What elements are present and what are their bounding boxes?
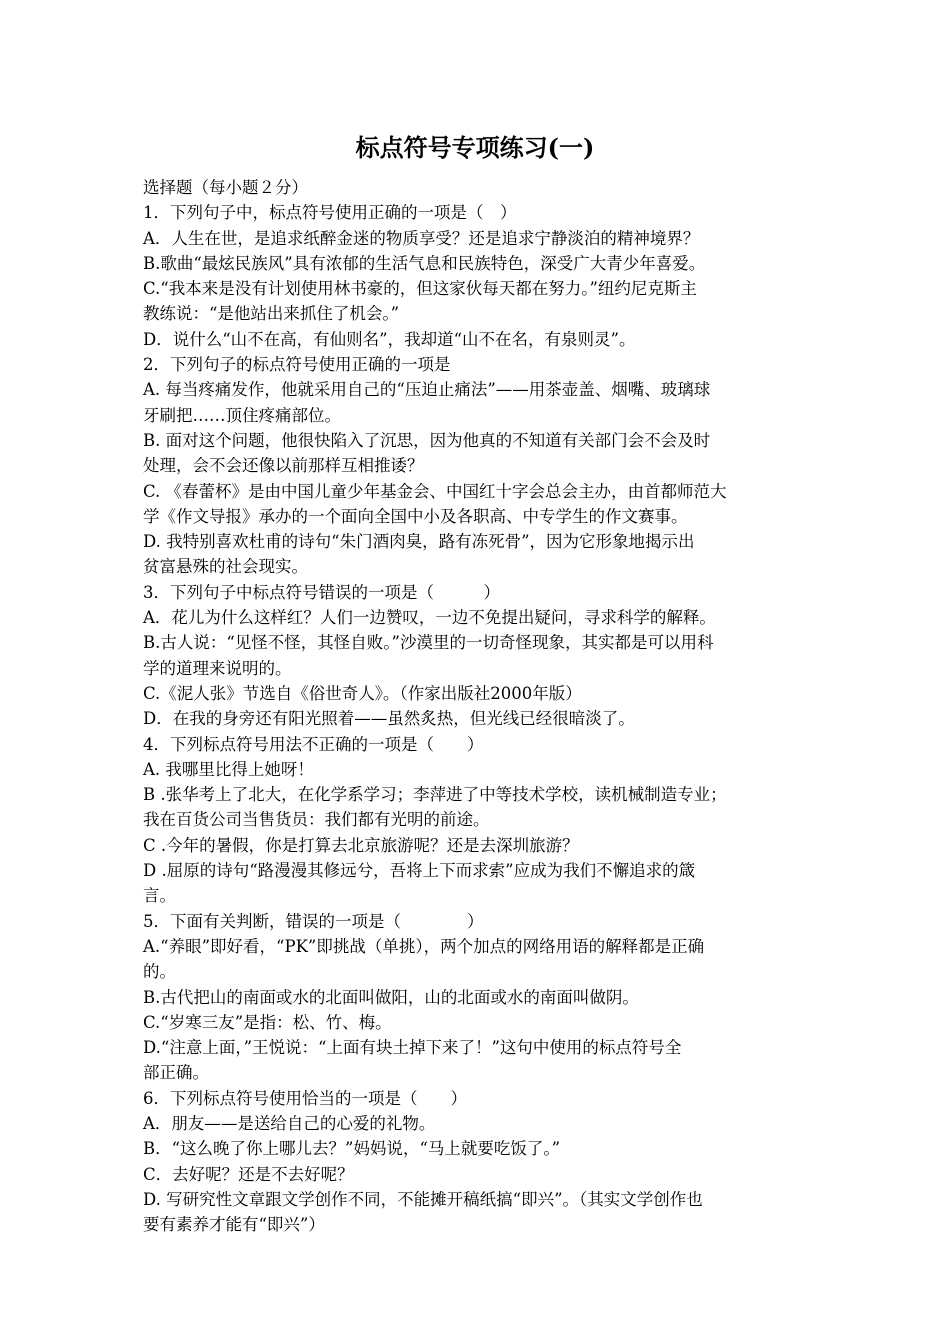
text-line: B.歌曲“最炫民族风”具有浓郁的生活气息和民族特色，深受广大青少年喜爱。 <box>143 253 706 273</box>
text-line: D. 写研究性文章跟文学创作不同，不能摊开稿纸搞“即兴”。（其实文学创作也 <box>143 1189 703 1209</box>
text-line: D .屈原的诗句“路漫漫其修远兮，吾将上下而求索”应成为我们不懈追求的箴 <box>143 861 696 881</box>
text-line: 学《作文导报》承办的一个面向全国中小及各职高、中专学生的作文赛事。 <box>143 506 688 526</box>
text-line: 5．下面有关判断，错误的一项是（ ） <box>143 911 484 931</box>
text-line: 牙刷把……顶住疼痛部位。 <box>143 405 341 425</box>
text-line: 6．下列标点符号使用恰当的一项是（ ） <box>143 1088 467 1108</box>
text-line: 教练说：“是他站出来抓住了机会。” <box>143 304 400 324</box>
text-line: B. 面对这个问题，他很快陷入了沉思，因为他真的不知道有关部门会不会及时 <box>143 430 711 450</box>
text-line: A.“养眼”即好看，“PK”即挑战（单挑），两个加点的网络用语的解释都是正确 <box>143 936 705 956</box>
text-line: C.《泥人张》节选自《俗世奇人》。（作家出版社2000年版） <box>143 683 582 703</box>
text-line: A. 每当疼痛发作，他就采用自己的“压迫止痛法”——用茶壶盖、烟嘴、玻璃球 <box>143 380 711 400</box>
text-line: A．朋友——是送给自己的心爱的礼物。 <box>143 1113 436 1133</box>
text-line: 处理，会不会还像以前那样互相推诿？ <box>143 456 424 476</box>
text-line: D.“注意上面，”王悦说：“上面有块土掉下来了！”这句中使用的标点符号全 <box>143 1038 682 1058</box>
text-line: B.古代把山的南面或水的北面叫做阳，山的北面或水的南面叫做阴。 <box>143 987 639 1007</box>
exercise-content <box>143 175 813 1237</box>
text-line: D．在我的身旁还有阳光照着——虽然炙热，但光线已经很暗淡了。 <box>143 709 635 729</box>
text-line: A．花儿为什么这样红？人们一边赞叹，一边不免提出疑问，寻求科学的解释。 <box>143 608 716 628</box>
page-title: 标点符号专项练习(一) <box>355 133 595 162</box>
text-line: 言。 <box>143 886 176 906</box>
text-line: A．人生在世，是追求纸醉金迷的物质享受？还是追求宁静淡泊的精神境界？ <box>143 228 700 248</box>
text-line: 部正确。 <box>143 1063 209 1083</box>
text-line: B．“这么晚了你上哪儿去？”妈妈说，“马上就要吃饭了。” <box>143 1139 561 1159</box>
text-line: C．去好呢？还是不去好呢？ <box>143 1164 354 1184</box>
text-line: A. 我哪里比得上她呀！ <box>143 759 314 779</box>
text-line: D．说什么“山不在高，有仙则名”，我却道“山不在名，有泉则灵”。 <box>143 329 636 349</box>
text-line: B.古人说：“见怪不怪，其怪自败。”沙漠里的一切奇怪现象，其实都是可以用科 <box>143 633 714 653</box>
text-line: C.“我本来是没有计划使用林书豪的，但这家伙每天都在努力。”纽约尼克斯主 <box>143 279 697 299</box>
text-line: 1．下列句子中，标点符号使用正确的一项是（ ） <box>143 203 517 223</box>
text-line: B .张华考上了北大，在化学系学习；李萍进了中等技术学校，读机械制造专业； <box>143 785 727 805</box>
text-line: 要有素养才能有“即兴”） <box>143 1215 325 1235</box>
text-line: 4．下列标点符号用法不正确的一项是（ ） <box>143 734 484 754</box>
text-line: 我在百货公司当售货员：我们都有光明的前途。 <box>143 810 490 830</box>
text-line: 2．下列句子的标点符号使用正确的一项是 <box>143 355 451 375</box>
text-line: 3．下列句子中标点符号错误的一项是（ ） <box>143 582 500 602</box>
text-line: 的。 <box>143 962 176 982</box>
text-line: 贫富悬殊的社会现实。 <box>143 557 308 577</box>
text-line: C .今年的暑假，你是打算去北京旅游呢？还是去深圳旅游？ <box>143 835 579 855</box>
text-line: C. 《春蕾杯》是由中国儿童少年基金会、中国红十字会总会主办，由首都师范大 <box>143 481 727 501</box>
text-line: 选择题（每小题２分） <box>143 178 308 197</box>
text-line: D. 我特别喜欢杜甫的诗句“朱门酒肉臭，路有冻死骨”，因为它形象地揭示出 <box>143 532 695 552</box>
text-line: C.“岁寒三友”是指：松、竹、梅。 <box>143 1012 392 1032</box>
text-line: 学的道理来说明的。 <box>143 658 292 678</box>
